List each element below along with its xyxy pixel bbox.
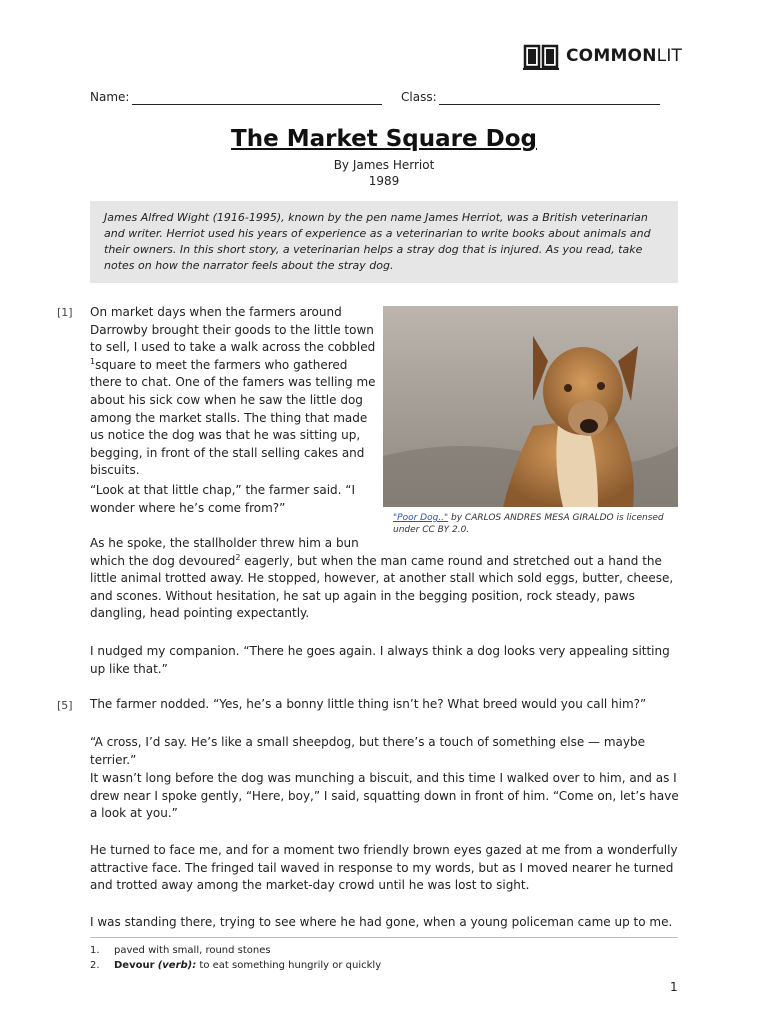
author: By James Herriot [333,158,435,172]
stray-dog-photo [383,306,678,507]
name-class-bar [90,90,660,108]
name-field-line[interactable] [132,104,382,105]
byline [0,157,768,189]
paragraph-2: “Look at that little chap,” the farmer said. “I wonder where he’s come from?” [90,483,356,515]
paragraph-5: The farmer nodded. “Yes, he’s a bonny little thing isn’t he? What breed would you call him?” [90,697,647,711]
footnote-ref-1[interactable]: 1 [90,356,96,366]
paragraph-1: On market days when the farmers around Darrowby brought their goods to the little town to sell, I used to take a walk across the cobbled $^1$square to meet the farmers who gathered there to chat. One of the famers was telling me about his sick cow when he saw the little dog among the market stalls. The thing that made us notice the dog was that he was sitting up, begging, in front of the stall selling cakes and biscuits. [90,305,376,478]
paragraph-number-1: [1] [57,306,73,319]
class-label: Class: [401,90,437,104]
paragraph-3: As he spoke, the stallholder threw him a bun which the dog devoured$^2$ eagerly, but when the man came round and stretched out a hand the little animal trotted away. He stopped, however, at another stall which sold eggs, butter, cheese, and scones. Without hesitation, he sat up again in the begging position, rock steady, paws dangling, head pointing expectantly. [90,536,674,621]
footnote-2: 2. Devour (verb): to eat something hungrily or quickly [90,960,382,971]
name-label: Name: [90,90,130,104]
footnote-1: 1. paved with small, round stones [90,945,271,956]
image-caption: "Poor Dog.." by CARLOS ANDRES MESA GIRALDO is licensed under CC BY 2.0. [393,513,664,535]
class-field-line[interactable] [439,104,660,105]
footnote-ref-2[interactable]: 2 [235,552,241,562]
footnote-divider [90,937,678,938]
brand-name: COMMONLIT [566,46,683,66]
intro-box: James Alfred Wight (1916-1995), known by the pen name James Herriot, was a British veterinarian and writer. Herriot used his years of experience as a veterinarian to write books about animals and their owners. In this short story, a veterinarian helps a stray dog that is injured. As you read, take notes on how the narrator feels about the stray dog. [90,201,678,283]
paragraph-4: I nudged my companion. “There he goes again. I always think a dog looks very appealing sitting up like that.” [90,644,670,676]
paragraph-8: He turned to face me, and for a moment two friendly brown eyes gazed at me from a wonderfully attractive face. The fringed tail waved in response to my words, but as I moved nearer he turned and trotted away among the market-day crowd until he was lost to sight. [90,843,678,893]
page-number: 1 [670,980,678,994]
year: 1989 [368,174,400,188]
paragraph-7: It wasn’t long before the dog was munching a biscuit, and this time I walked over to him, and as I drew near I spoke gently, “Here, boy,” I said, squatting down in front of him. “Come on, let’s have a look at you.” [90,771,679,821]
image-source-link[interactable]: "Poor Dog.." [393,513,449,523]
paragraph-6: “A cross, I’d say. He’s like a small sheepdog, but there’s a touch of something else — maybe terrier.” [90,735,645,767]
paragraph-number-5: [5] [57,699,73,712]
paragraph-9: I was standing there, trying to see where he had gone, when a young policeman came up to me. [90,915,673,929]
page-title: The Market Square Dog [231,126,537,152]
open-book-icon [522,42,560,70]
footnotes [90,943,381,973]
commonlit-logo [522,42,682,70]
